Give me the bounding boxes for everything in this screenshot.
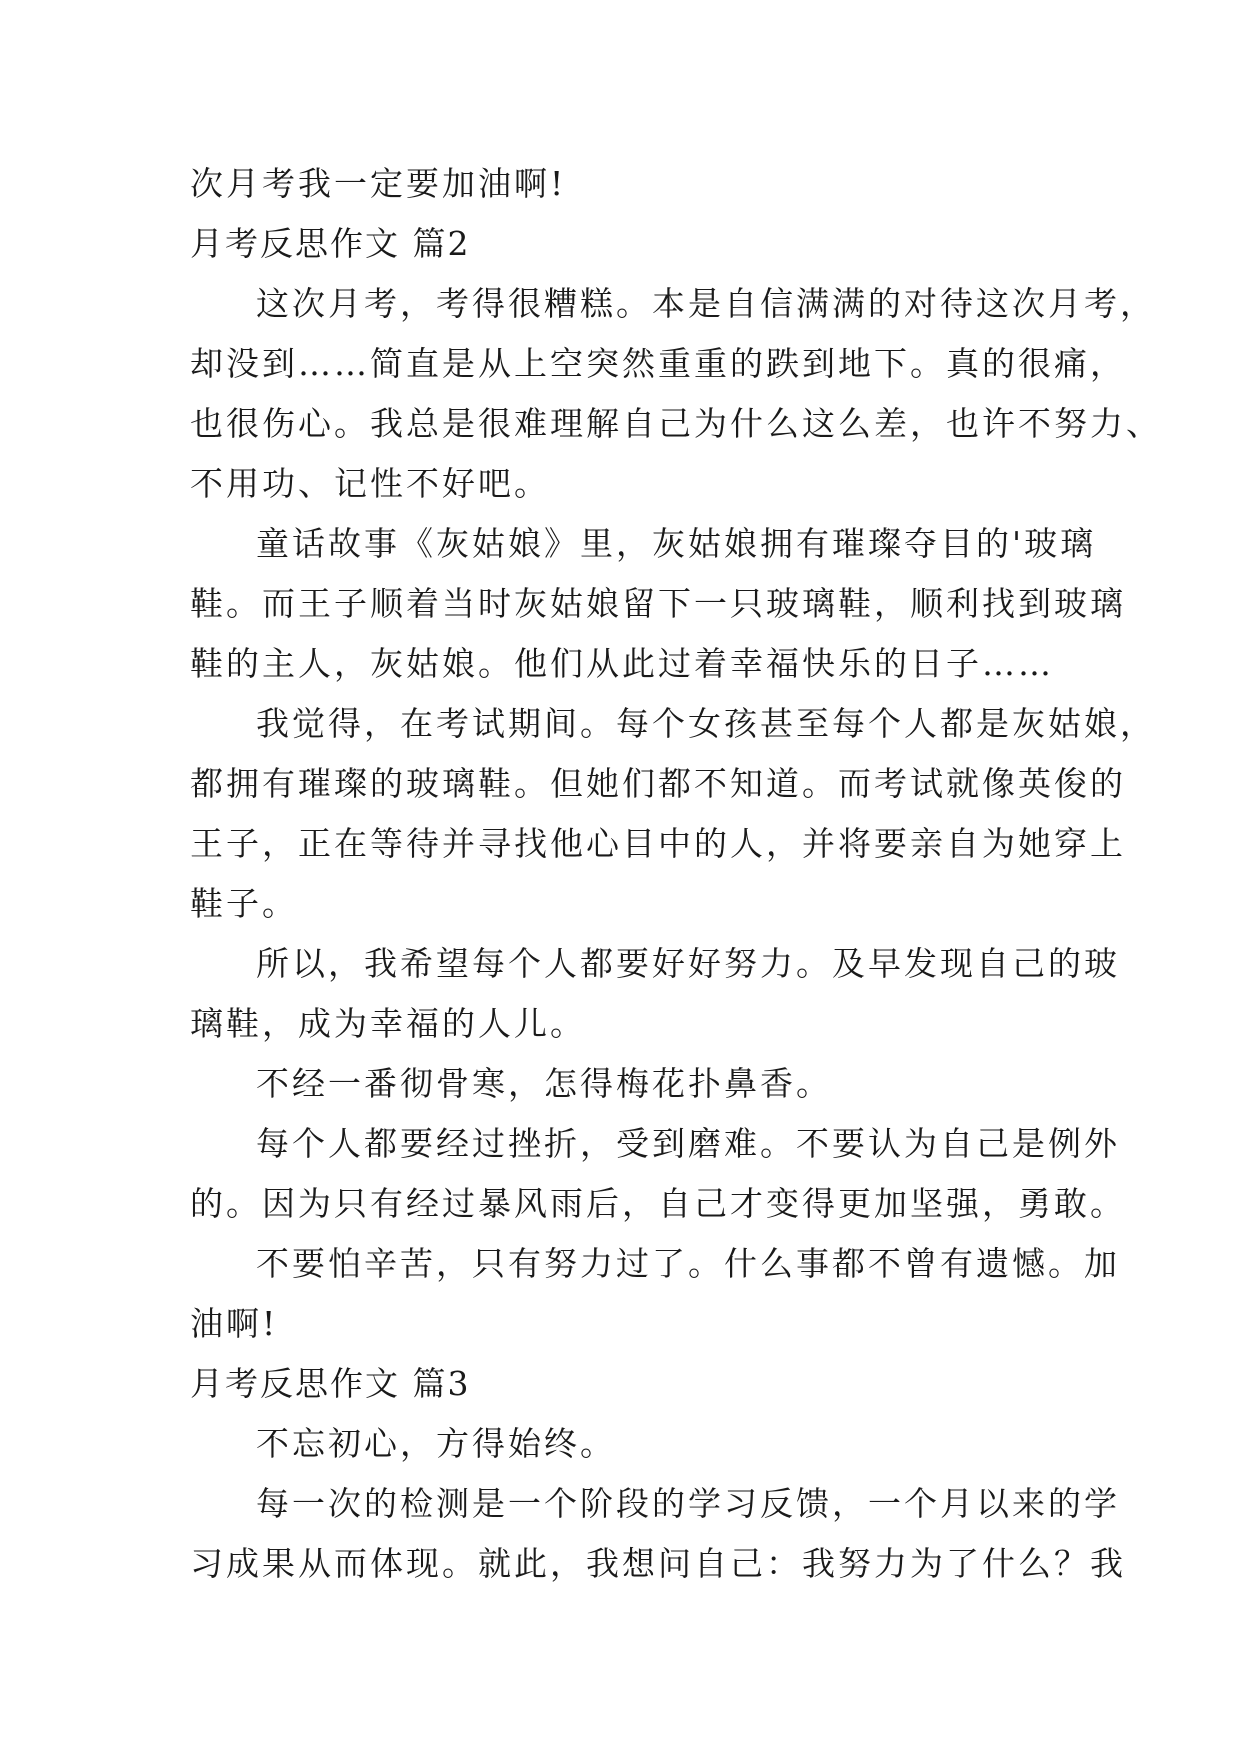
body-text-line: 王子，正在等待并寻找他心目中的人，并将要亲自为她穿上	[190, 824, 1126, 863]
body-text-line: 不用功、记性不好吧。	[190, 464, 550, 503]
paragraph-first-line: 不要怕辛苦，只有努力过了。什么事都不曾有遗憾。加	[256, 1244, 1120, 1283]
paragraph-first-line: 我觉得，在考试期间。每个女孩甚至每个人都是灰姑娘，	[256, 704, 1156, 743]
body-text-line: 却没到……简直是从上空突然重重的跌到地下。真的很痛，	[190, 344, 1126, 383]
section-heading: 月考反思作文 篇3	[190, 1364, 471, 1403]
paragraph-first-line: 所以，我希望每个人都要好好努力。及早发现自己的玻	[256, 944, 1120, 983]
body-text-line: 也很伤心。我总是很难理解自己为什么这么差，也许不努力、	[190, 404, 1162, 443]
section-heading: 月考反思作文 篇2	[190, 224, 471, 263]
body-text-line: 都拥有璀璨的玻璃鞋。但她们都不知道。而考试就像英俊的	[190, 764, 1126, 803]
paragraph-first-line: 童话故事《灰姑娘》里，灰姑娘拥有璀璨夺目的'玻璃	[256, 524, 1097, 563]
body-text-line: 鞋子。	[190, 884, 298, 923]
paragraph-first-line: 不忘初心，方得始终。	[256, 1424, 616, 1463]
body-text-line: 璃鞋，成为幸福的人儿。	[190, 1004, 586, 1043]
body-text-line: 次月考我一定要加油啊!	[190, 164, 567, 203]
paragraph-first-line: 每个人都要经过挫折，受到磨难。不要认为自己是例外	[256, 1124, 1120, 1163]
body-text-line: 鞋的主人，灰姑娘。他们从此过着幸福快乐的日子……	[190, 644, 1054, 683]
paragraph-first-line: 这次月考，考得很糟糕。本是自信满满的对待这次月考，	[256, 284, 1156, 323]
paragraph-first-line: 不经一番彻骨寒，怎得梅花扑鼻香。	[256, 1064, 832, 1103]
body-text-line: 鞋。而王子顺着当时灰姑娘留下一只玻璃鞋，顺利找到玻璃	[190, 584, 1126, 623]
body-text-line: 习成果从而体现。就此，我想问自己：我努力为了什么？我	[190, 1544, 1126, 1583]
paragraph-first-line: 每一次的检测是一个阶段的学习反馈，一个月以来的学	[256, 1484, 1120, 1523]
body-text-line: 的。因为只有经过暴风雨后，自己才变得更加坚强，勇敢。	[190, 1184, 1126, 1223]
body-text-line: 油啊!	[190, 1304, 279, 1343]
